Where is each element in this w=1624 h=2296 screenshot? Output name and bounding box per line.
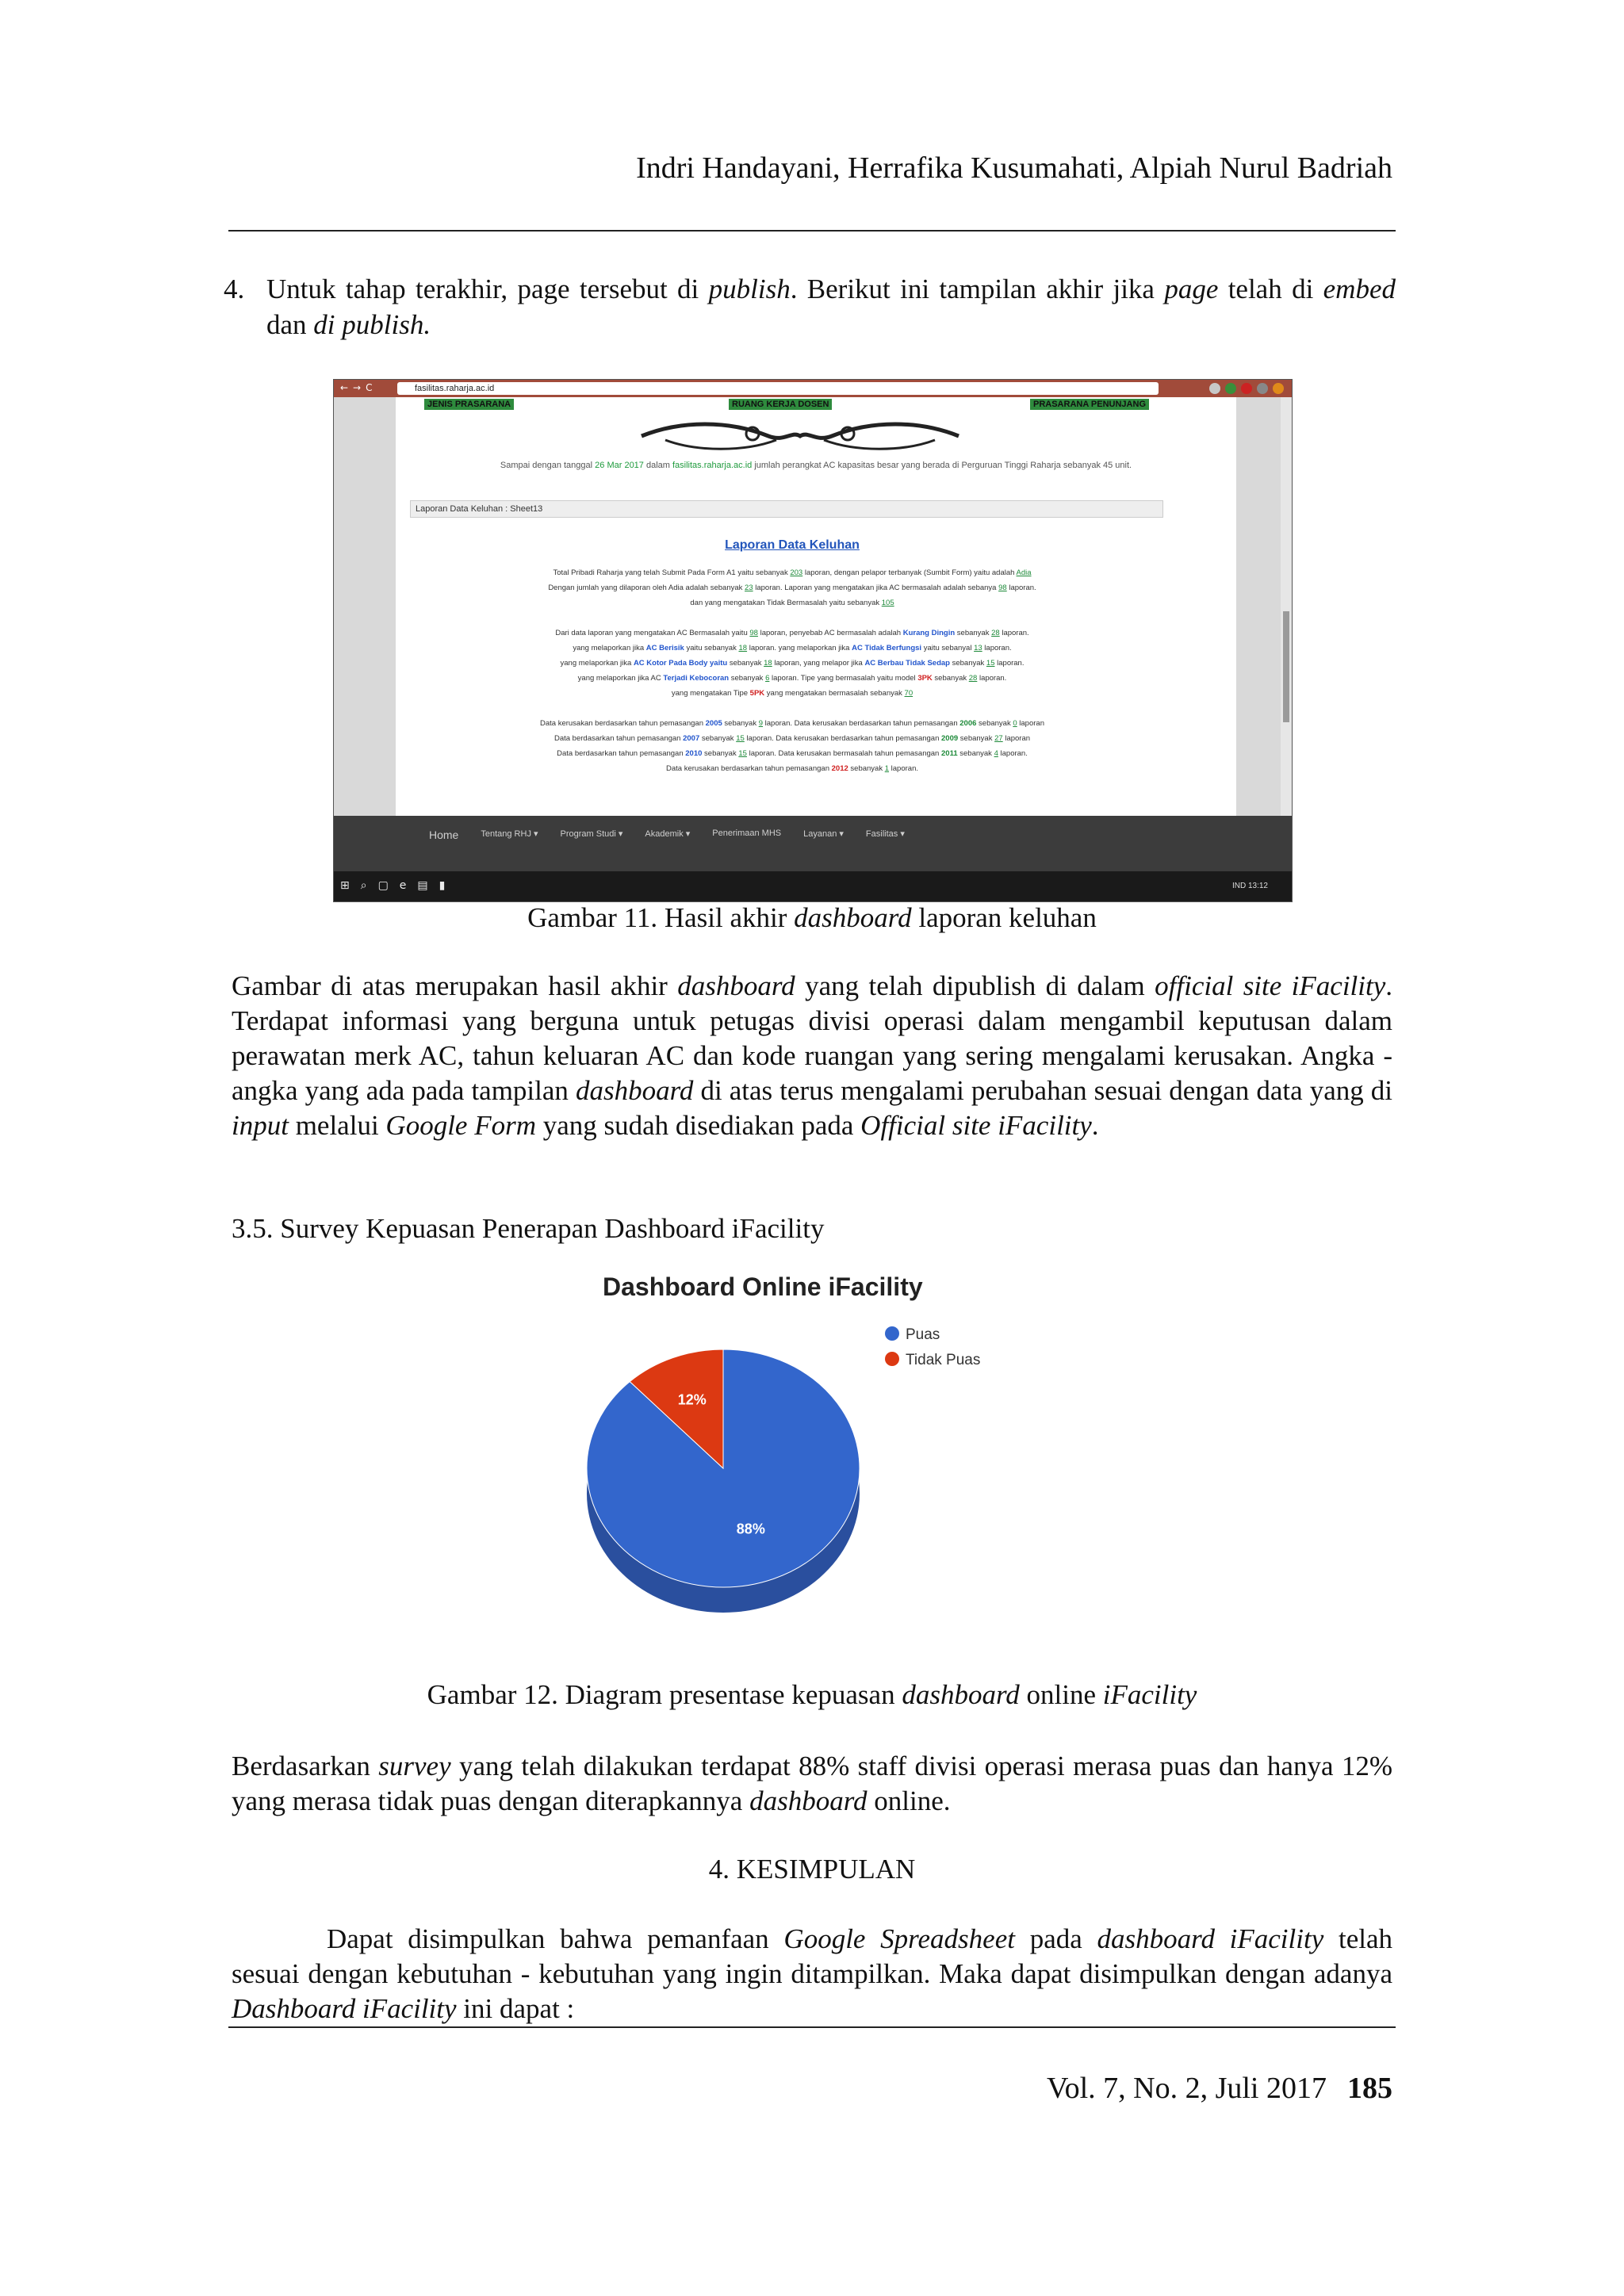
figure-12-caption: Gambar 12. Diagram presentase kepuasan dashboard online iFacility: [427, 1679, 1197, 1710]
legend-marker-tidak-puas: [885, 1352, 899, 1366]
legend-label-puas: Puas: [906, 1326, 940, 1343]
running-header-authors: Indri Handayani, Herrafika Kusumahati, Alpiah Nurul Badriah: [636, 151, 1392, 185]
os-taskbar: [334, 871, 1292, 902]
report-block-2: Dari data laporan yang mengatakan AC Bermasalah yaitu 98 laporan, penyebab AC bermasalah adalah Kurang Dingin sebanyak 28 laporan. yang melaporkan jika AC Berisik yaitu sebanyak 18 laporan. yang melaporkan jika AC Tidak Berfungsi yaitu sebanyal 13 laporan. yang melaporkan jika AC Kotor Pada Body yaitu sebanyak 18 laporan, yang melapor jika AC Berbau Tidak Sedap sebanyak 15 laporan. yang melaporkan jika AC Terjadi Kebocoran sebanyak 6 laporan. Tipe yang bermasalah yaitu model 3PK sebanyak 28 laporan. yang mengatakan Tipe 5PK yang mengatakan bermasalah sebanyak 70: [555, 629, 1029, 698]
paragraph-dashboard-description: Gambar di atas merupakan hasil akhir dashboard yang telah dipublish di dalam official site iFacility. Terdapat informasi yang berguna untuk petugas divisi operasi dalam mengambil keputusan dalam perawatan merk AC, tahun keluaran AC dan kode ruangan yang sering mengalami kerusakan. Angka - angka yang ada pada tampilan dashboard di atas terus mengalami perubahan sesuai dengan data yang di input melalui Google Form yang sudah disediakan pada Official site iFacility.: [232, 970, 1393, 1141]
summary-text: Sampai dengan tanggal 26 Mar 2017 dalam fasilitas.raharja.ac.id jumlah perangkat AC kapasitas besar yang berada di Perguruan Tinggi Raharja sebanyak 45 unit.: [500, 461, 1132, 470]
page-margin-right: [1236, 397, 1282, 816]
extension-icon: [1273, 383, 1284, 394]
nav-ruang-kerja-dosen: RUANG KERJA DOSEN: [729, 399, 832, 410]
scrollbar: [1281, 397, 1292, 816]
footer-nav-penerimaan: Penerimaan MHS: [712, 828, 782, 838]
sheet-tab: Laporan Data Keluhan : Sheet13: [410, 500, 1163, 518]
footer-nav-home: Home: [429, 828, 459, 841]
browser-extension-icons: [1209, 383, 1284, 394]
report-block-1: Total Pribadi Raharja yang telah Submit Pada Form A1 yaitu sebanyak 203 laporan, dengan pelapor terbanyak (Sumbit Form) yaitu adalah Adia Dengan jumlah yang dilaporan oleh Adia adalah sebanyak 23 laporan. Laporan yang mengatakan jika AC bermasalah adalah sebanya 98 laporan. dan yang mengatakan Tidak Bermasalah yaitu sebanyak 105: [548, 568, 1036, 607]
browser-nav-icons: ←→C: [340, 382, 377, 393]
page-footer: [1047, 2071, 1392, 2106]
volume-info: Vol. 7, No. 2, Juli 2017: [1047, 2072, 1327, 2105]
paragraph-survey-result: Berdasarkan survey yang telah dilakukan terdapat 88% staff divisi operasi merasa puas dan hanya 12% yang merasa tidak puas dengan diterapkannya dashboard online.: [232, 1751, 1392, 1816]
report-title: Laporan Data Keluhan: [725, 538, 860, 552]
footer-rule: [228, 2026, 1396, 2028]
page-number: 185: [1347, 2072, 1392, 2105]
report-block-3: Data kerusakan berdasarkan tahun pemasangan 2005 sebanyak 9 laporan. Data kerusakan berdasarkan tahun pemasangan 2006 sebanyak 0 laporan Data berdasarkan tahun pemasangan 2007 sebanyak 15 laporan. Data kerusakan berdasarkan tahun pemasangan 2009 sebanyak 27 laporan Data berdasarkan tahun pemasangan 2010 sebanyak 15 laporan. Data kerusakan bermasalah tahun pemasangan 2011 sebanyak 4 laporan. Data kerusakan berdasarkan tahun pemasangan 2012 sebanyak 1 laporan.: [540, 719, 1044, 773]
browser-chrome: [334, 380, 1292, 397]
slice-label-tidak-puas: 12%: [677, 1391, 707, 1408]
extension-icon: [1241, 383, 1252, 394]
pie-chart-svg: [587, 1270, 1031, 1635]
footer-nav-program-studi: Program Studi ▾: [560, 829, 623, 839]
extension-icon: [1257, 383, 1268, 394]
taskbar-clock: IND 13:12: [1231, 882, 1268, 890]
ornament-divider: [634, 416, 967, 456]
site-footer-nav: [334, 816, 1292, 871]
section-heading-3-5: 3.5. Survey Kepuasan Penerapan Dashboard iFacility: [232, 1213, 825, 1244]
footer-nav-layanan: Layanan ▾: [803, 829, 844, 839]
legend-marker-puas: [885, 1326, 899, 1341]
list-item-4: [224, 271, 1396, 342]
address-bar: fasilitas.raharja.ac.id: [397, 382, 1159, 395]
header-rule: [228, 230, 1396, 232]
footer-nav-akademik: Akademik ▾: [645, 829, 691, 839]
section-heading-kesimpulan: 4. KESIMPULAN: [708, 1854, 916, 1885]
slice-label-puas: 88%: [736, 1521, 765, 1537]
taskbar-icons: ⊞⌕▢e▤▮: [340, 879, 457, 892]
figure-12-pie-chart: [587, 1270, 1031, 1635]
footer-nav-tentang: Tentang RHJ ▾: [481, 829, 538, 839]
figure-11-screenshot: [333, 379, 1293, 902]
nav-prasarana-penunjang: PRASARANA PENUNJANG: [1030, 399, 1149, 410]
figure-11-caption: Gambar 11. Hasil akhir dashboard laporan keluhan: [527, 902, 1097, 933]
list-item-text: Untuk tahap terakhir, page tersebut di publish. Berikut ini tampilan akhir jika page telah di embed dan di publish.: [266, 274, 1396, 340]
page-margin-left: [334, 397, 396, 816]
footer-nav-fasilitas: Fasilitas ▾: [865, 829, 905, 839]
paragraph-conclusion: Dapat disimpulkan bahwa pemanfaan Google Spreadsheet pada dashboard iFacility telah sesuai dengan kebutuhan - kebutuhan yang ingin ditampilkan. Maka dapat disimpulkan dengan adanya Dashboard iFacility ini dapat :: [232, 1923, 1392, 2024]
list-number: 4.: [224, 274, 245, 304]
dashboard-page: [396, 397, 1236, 816]
nav-jenis-prasarana: JENIS PRASARANA: [424, 399, 514, 410]
extension-icon: [1225, 383, 1236, 394]
extension-icon: [1209, 383, 1220, 394]
chart-title: Dashboard Online iFacility: [603, 1272, 923, 1301]
legend-label-tidak-puas: Tidak Puas: [906, 1352, 981, 1368]
scrollbar-thumb: [1283, 611, 1289, 722]
